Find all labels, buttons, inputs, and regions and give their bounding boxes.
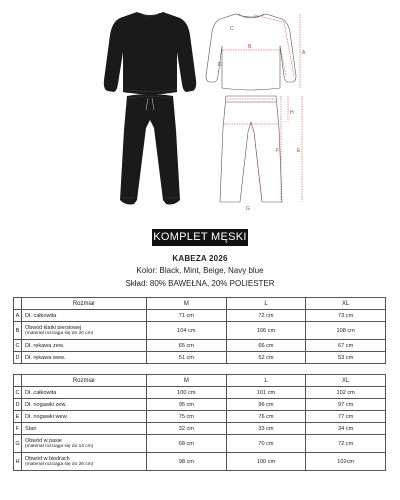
- cell-l: 76 cm: [226, 411, 306, 423]
- header-empty: [14, 298, 22, 310]
- table-header: [14, 375, 386, 387]
- label-d: D: [218, 62, 222, 68]
- model-name: KABEZA 2026: [172, 254, 228, 263]
- header-l: L: [226, 298, 306, 310]
- row-letter: H: [14, 453, 22, 471]
- row-letter: D: [14, 352, 22, 364]
- row-label: [22, 453, 147, 471]
- label-c: C: [230, 26, 234, 32]
- row-label: Dł. całkowita: [22, 387, 147, 399]
- header-xl: XL: [306, 375, 386, 387]
- cell-l: 101 cm: [226, 387, 306, 399]
- measurement-sketch: [196, 10, 306, 212]
- cell-m: 68 cm: [147, 435, 227, 453]
- cell-l: 70 cm: [226, 435, 306, 453]
- row-letter: D: [14, 399, 22, 411]
- table-row: [14, 399, 386, 411]
- color-line: Kolor: Black, Mint, Beige, Navy blue: [136, 266, 264, 275]
- row-label: Dł. nogawki zew.: [22, 399, 147, 411]
- header-m: M: [147, 298, 227, 310]
- row-label-main: Obwód w pasie: [25, 437, 62, 444]
- row-letter: E: [14, 411, 22, 423]
- table-row: [14, 435, 386, 453]
- cell-m: 71 cm: [147, 310, 227, 322]
- row-label-sub: (materiał rozciąga się do 26 cm): [25, 461, 94, 467]
- table-row: [14, 411, 386, 423]
- cell-l: 72 cm: [226, 310, 306, 322]
- row-label: Dł. rękawa zew.: [22, 340, 147, 352]
- cell-xl: 67 cm: [306, 340, 386, 352]
- cell-m: 75 cm: [147, 411, 227, 423]
- label-g: G: [246, 206, 250, 212]
- size-table-top: [13, 297, 386, 364]
- cell-xl: 102 cm: [306, 387, 386, 399]
- row-label-main: Obwód w biodrach: [25, 455, 70, 462]
- cell-l: 66 cm: [226, 340, 306, 352]
- row-letter: G: [14, 435, 22, 453]
- cell-l: 33 cm: [226, 423, 306, 435]
- cell-m: 95 cm: [147, 399, 227, 411]
- cell-xl: 72 cm: [306, 435, 386, 453]
- cell-xl: 108 cm: [306, 322, 386, 340]
- table-row: [14, 453, 386, 471]
- table-header: [14, 298, 386, 310]
- row-label: [22, 322, 147, 340]
- label-f: F: [276, 148, 280, 154]
- label-h: H: [290, 110, 294, 116]
- table-row: [14, 340, 386, 352]
- header-size: Rozmiar: [22, 375, 147, 387]
- product-title: KOMPLET MĘSKI: [152, 229, 248, 246]
- row-label: Dł. całkowita: [22, 310, 147, 322]
- cell-xl: 34 cm: [306, 423, 386, 435]
- product-photo: [100, 10, 200, 210]
- cell-m: 65 cm: [147, 340, 227, 352]
- cell-m: 32 cm: [147, 423, 227, 435]
- table-row: [14, 322, 386, 340]
- cell-m: 104 cm: [147, 322, 227, 340]
- label-b: B: [248, 44, 252, 50]
- label-e: E: [297, 148, 301, 154]
- label-a: A: [302, 50, 306, 56]
- row-label: [22, 435, 147, 453]
- cell-l: 52 cm: [226, 352, 306, 364]
- header-empty: [14, 375, 22, 387]
- cell-l: 106 cm: [226, 322, 306, 340]
- cell-m: 100 cm: [147, 387, 227, 399]
- row-label: Dł. rękawa wew.: [22, 352, 147, 364]
- row-label: Dł. nogawki wew.: [22, 411, 147, 423]
- composition-line: Skład: 80% BAWEŁNA, 20% POLIESTER: [125, 279, 275, 288]
- row-letter: C: [14, 387, 22, 399]
- row-letter: F: [14, 423, 22, 435]
- cell-m: 98 cm: [147, 453, 227, 471]
- size-table-bottom: [13, 374, 386, 471]
- header-l: L: [226, 375, 306, 387]
- header-size: Rozmiar: [22, 298, 147, 310]
- cell-xl: 73 cm: [306, 310, 386, 322]
- row-label-sub: (materiał rozciąga się do 20 cm): [25, 330, 94, 336]
- table-row: [14, 352, 386, 364]
- row-letter: C: [14, 340, 22, 352]
- cell-xl: 97 cm: [306, 399, 386, 411]
- cell-l: 100 cm: [226, 453, 306, 471]
- table-row: [14, 387, 386, 399]
- table-row: [14, 423, 386, 435]
- row-label-main: Obwód klatki piersiowej: [25, 324, 82, 331]
- row-label-sub: (materiał rozciąga się do 14 cm): [25, 443, 94, 449]
- header-m: M: [147, 375, 227, 387]
- table-row: [14, 310, 386, 322]
- header-xl: XL: [306, 298, 386, 310]
- row-label: Stan: [22, 423, 147, 435]
- cell-l: 96 cm: [226, 399, 306, 411]
- row-letter: A: [14, 310, 22, 322]
- cell-xl: 77 cm: [306, 411, 386, 423]
- row-letter: B: [14, 322, 22, 340]
- cell-xl: 53 cm: [306, 352, 386, 364]
- cell-m: 51 cm: [147, 352, 227, 364]
- cell-xl: 102cm: [306, 453, 386, 471]
